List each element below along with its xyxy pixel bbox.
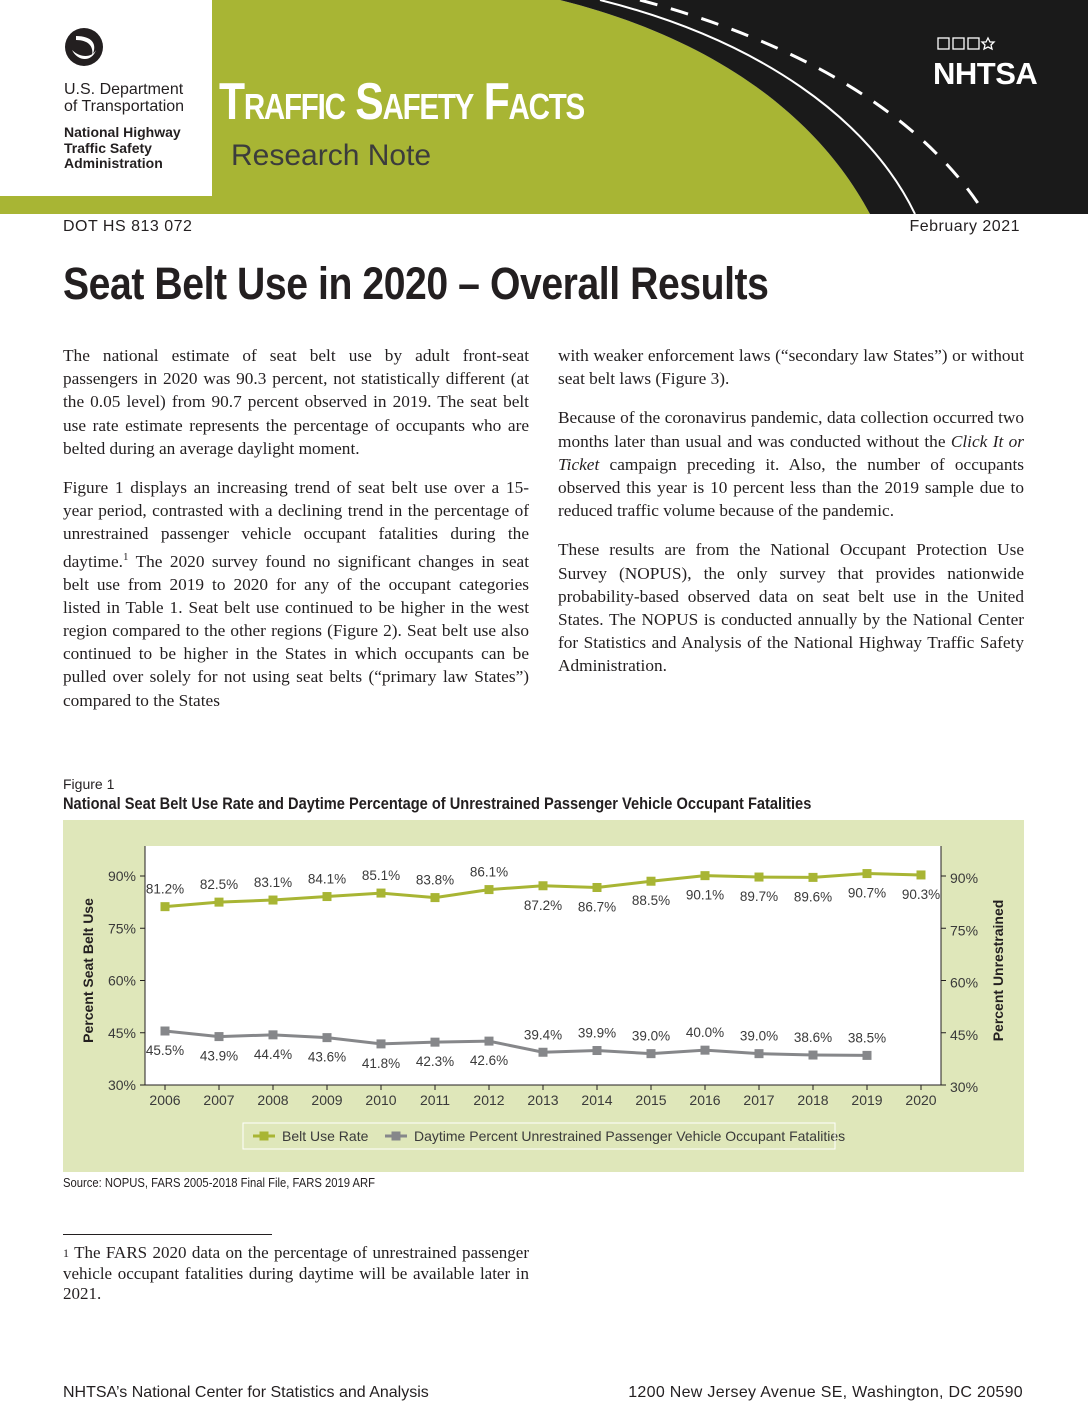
footnote-number: 1 xyxy=(63,1246,69,1260)
page-title: Seat Belt Use in 2020 – Overall Results xyxy=(63,258,769,309)
data-label: 82.5% xyxy=(199,877,239,893)
legend-label-1: Daytime Percent Unrestrained Passenger Vehicle Occupant Fatalities xyxy=(414,1128,846,1144)
data-label: 90.3% xyxy=(901,886,941,902)
nhtsa-logo: NHTSA xyxy=(933,56,1038,91)
x-tick-label: 2016 xyxy=(689,1092,721,1108)
x-tick-label: 2007 xyxy=(203,1092,235,1108)
figure-label: Figure 1 xyxy=(63,776,115,792)
data-label: 89.7% xyxy=(739,889,779,905)
x-tick-label: 2017 xyxy=(743,1092,775,1108)
data-label: 44.4% xyxy=(253,1046,293,1062)
data-point xyxy=(269,896,278,905)
x-tick-label: 2011 xyxy=(419,1092,451,1108)
data-label: 43.6% xyxy=(307,1049,347,1065)
paragraph: The national estimate of seat belt use by adult front-seat passengers in 2020 was 90.3 percent, not statistically different (at the 0.05 level) from 90.7 percent observed in 2019. The seat belt use rate estimate represents the percentage of occupants who are belted during an average daylight moment. xyxy=(63,346,529,458)
x-tick-label: 2009 xyxy=(311,1092,343,1108)
data-label: 86.7% xyxy=(577,899,617,915)
data-point xyxy=(755,873,764,882)
chart-area xyxy=(63,820,1024,1172)
line-chart xyxy=(63,820,1024,1172)
admin-line-2: Traffic Safety xyxy=(64,139,152,156)
data-label: 38.5% xyxy=(847,1030,887,1046)
y-tick-label-right: 90% xyxy=(950,870,979,886)
y-tick-label-left: 90% xyxy=(107,868,136,884)
data-point xyxy=(215,898,224,907)
data-point xyxy=(701,871,710,880)
data-label: 83.8% xyxy=(415,872,455,888)
x-tick-label: 2013 xyxy=(527,1092,559,1108)
data-label: 40.0% xyxy=(685,1025,725,1041)
body-column-left xyxy=(63,344,529,728)
x-tick-label: 2015 xyxy=(635,1092,667,1108)
dot-logo-icon xyxy=(65,28,103,66)
footnote-ref: 1 xyxy=(123,550,129,563)
data-point xyxy=(431,893,440,902)
paragraph: Because of the coronavirus pandemic, data collection occurred two months later than usual and was conducted without the Click It or Ticket campaign preceding it. Also, the number of occupants observed this year is 10 percent less than the 2019 sample due to reduced traffic volume because of the pandemic. xyxy=(558,408,1024,521)
paragraph: with weaker enforcement laws (“secondary law States”) or without seat belt laws (Figure 3). xyxy=(558,346,1024,389)
data-label: 41.8% xyxy=(361,1055,401,1071)
y-tick-label-left: 30% xyxy=(107,1077,136,1093)
data-label: 42.3% xyxy=(415,1054,455,1070)
series-subtitle: Research Note xyxy=(231,139,432,172)
data-label: 81.2% xyxy=(145,881,185,897)
data-point xyxy=(539,881,548,890)
series-title xyxy=(219,72,584,132)
campaign-name: Click It or Ticket xyxy=(558,431,1024,474)
data-label: 43.9% xyxy=(199,1048,239,1064)
agency-name xyxy=(64,81,184,115)
data-point xyxy=(323,1033,332,1042)
x-tick-label: 2018 xyxy=(797,1092,829,1108)
y-tick-label-left: 75% xyxy=(107,920,136,937)
data-point xyxy=(647,877,656,886)
y-tick-label-left: 45% xyxy=(107,1024,136,1041)
data-point xyxy=(539,1048,548,1057)
x-tick-label: 2012 xyxy=(473,1092,505,1108)
data-point xyxy=(809,1051,818,1060)
figure-source: Source: NOPUS, FARS 2005-2018 Final File, FARS 2019 ARF xyxy=(63,1176,376,1190)
data-point xyxy=(215,1032,224,1041)
data-label: 85.1% xyxy=(361,868,401,884)
x-tick-label: 2014 xyxy=(581,1092,613,1108)
data-label: 39.9% xyxy=(577,1025,617,1041)
data-point xyxy=(809,873,818,882)
footnote xyxy=(63,1243,529,1305)
document-id: DOT HS 813 072 xyxy=(63,218,193,235)
data-point xyxy=(161,902,170,911)
data-label: 39.4% xyxy=(523,1027,563,1043)
data-point xyxy=(377,889,386,898)
y-tick-label-right: 60% xyxy=(950,974,979,991)
agency-line-2: of Transportation xyxy=(64,98,185,115)
data-point xyxy=(431,1038,440,1047)
administration-name xyxy=(64,125,181,172)
paragraph: Figure 1 displays an increasing trend of seat belt use over a 15-year period, contrasted with a declining trend in the percentage of unrestrained passenger vehicle occupant fatalities during the daytime.$^1$ The 2020 survey found no significant changes in seat belt use from 2019 to 2020 for any of the occupant categories listed in Table 1. Seat belt use continued to be higher in the west region compared to the other regions (Figure 2). Seat belt use also continued to be higher in the States in which occupants can be pulled over solely for not using seat belts (“primary law States”) compared to the States xyxy=(63,478,529,710)
x-tick-label: 2008 xyxy=(257,1092,289,1108)
y-tick-label-right: 75% xyxy=(950,922,979,939)
legend-marker-1 xyxy=(392,1132,401,1141)
legend-marker-0 xyxy=(260,1132,269,1141)
data-point xyxy=(269,1030,278,1039)
y-tick-label-left: 60% xyxy=(107,972,136,989)
data-point xyxy=(863,1051,872,1060)
footer-left: NHTSA’s National Center for Statistics and Analysis xyxy=(63,1384,429,1401)
data-label: 90.1% xyxy=(685,887,725,903)
data-label: 39.0% xyxy=(739,1028,779,1044)
y-axis-title-right: Percent Unrestrained xyxy=(990,899,1006,1042)
data-point xyxy=(863,869,872,878)
data-label: 83.1% xyxy=(253,875,293,891)
x-tick-label: 2019 xyxy=(851,1092,883,1108)
footnote-text: The FARS 2020 data on the percentage of unrestrained passenger vehicle occupant fatalities during daytime will be available later in 2021. xyxy=(63,1243,529,1303)
data-label: 89.6% xyxy=(793,889,833,905)
footnote-divider xyxy=(63,1234,272,1235)
data-point xyxy=(485,1037,494,1046)
figure-title: National Seat Belt Use Rate and Daytime Percentage of Unrestrained Passenger Vehicle Occupant Fatalities xyxy=(63,794,812,813)
x-tick-label: 2020 xyxy=(905,1092,937,1108)
y-tick-label-right: 30% xyxy=(950,1079,979,1095)
paragraph: These results are from the National Occupant Protection Use Survey (NOPUS), the only survey that provides nationwide probability-based observed data on seat belt use in the United States. The NOPUS is conducted annually by the National Center for Statistics and Analysis of the National Highway Traffic Safety Administration. xyxy=(558,540,1024,676)
series-title-text: Traffic Safety Facts xyxy=(219,73,584,131)
legend-label-0: Belt Use Rate xyxy=(282,1128,369,1144)
data-label: 45.5% xyxy=(145,1043,185,1059)
data-label: 38.6% xyxy=(793,1030,833,1046)
admin-line-3: Administration xyxy=(64,155,163,171)
data-point xyxy=(593,1046,602,1055)
data-point xyxy=(701,1046,710,1055)
data-label: 88.5% xyxy=(631,893,671,909)
x-tick-label: 2006 xyxy=(149,1092,181,1108)
agency-line-1: U.S. Department xyxy=(64,81,184,98)
data-point xyxy=(647,1049,656,1058)
data-label: 86.1% xyxy=(469,864,509,880)
data-point xyxy=(755,1049,764,1058)
data-point xyxy=(485,885,494,894)
data-point xyxy=(593,883,602,892)
data-label: 84.1% xyxy=(307,871,347,887)
data-label: 90.7% xyxy=(847,885,887,901)
body-column-right xyxy=(558,344,1024,694)
y-axis-title-left: Percent Seat Belt Use xyxy=(80,898,96,1043)
data-label: 87.2% xyxy=(523,897,563,913)
footer-right: 1200 New Jersey Avenue SE, Washington, DC 20590 xyxy=(628,1384,1023,1401)
data-point xyxy=(161,1027,170,1036)
header-banner xyxy=(0,0,1088,214)
data-point xyxy=(323,892,332,901)
data-label: 42.6% xyxy=(469,1053,509,1069)
document-date: February 2021 xyxy=(909,218,1020,235)
data-label: 39.0% xyxy=(631,1028,671,1044)
admin-line-1: National Highway xyxy=(64,124,181,140)
x-tick-label: 2010 xyxy=(365,1092,397,1108)
y-tick-label-right: 45% xyxy=(950,1026,979,1043)
data-point xyxy=(917,870,926,879)
data-point xyxy=(377,1039,386,1048)
